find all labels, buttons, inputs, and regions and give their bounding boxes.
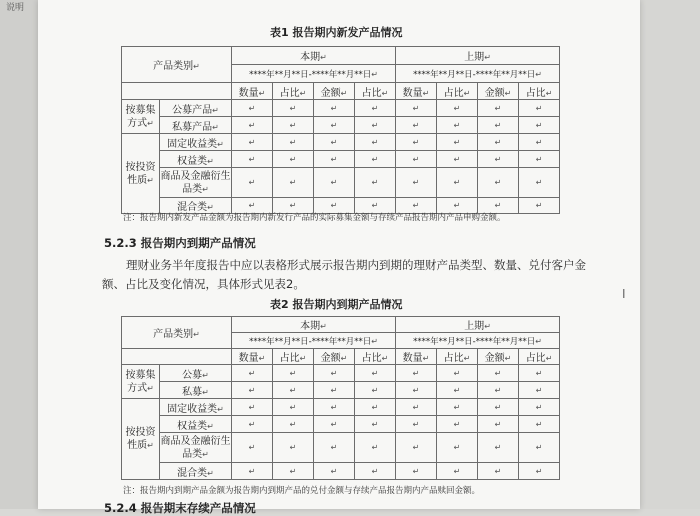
paragraph-mark-icon: ↵ bbox=[248, 443, 256, 452]
table-row bbox=[122, 433, 560, 463]
paragraph-mark-icon: ↵ bbox=[289, 120, 297, 130]
table2-col-header: 占比↵ bbox=[437, 349, 478, 365]
paragraph-mark-icon: ↵ bbox=[289, 466, 297, 476]
paragraph-mark-icon: ↵ bbox=[494, 368, 502, 378]
table-cell[interactable] bbox=[355, 117, 396, 134]
table-cell[interactable] bbox=[232, 168, 273, 198]
table-cell[interactable] bbox=[478, 463, 519, 480]
paragraph-mark-icon: ↵ bbox=[371, 137, 379, 147]
paragraph-mark-icon: ↵ bbox=[248, 466, 256, 476]
table1-header-previous: 上期↵ bbox=[396, 47, 560, 65]
table-cell[interactable] bbox=[314, 365, 355, 382]
desk-background-right bbox=[640, 0, 700, 509]
table2-group-investment: 按投资性质↵ bbox=[122, 399, 160, 480]
table-cell[interactable] bbox=[355, 365, 396, 382]
paragraph-mark-icon: ↵ bbox=[248, 385, 256, 395]
table-cell[interactable] bbox=[478, 382, 519, 399]
paragraph-mark-icon: ↵ bbox=[330, 201, 338, 210]
table-cell[interactable] bbox=[355, 433, 396, 463]
table-cell[interactable] bbox=[232, 416, 273, 433]
table-cell[interactable] bbox=[437, 117, 478, 134]
table-cell[interactable] bbox=[314, 382, 355, 399]
table2-row-label: 公募↵ bbox=[160, 365, 232, 382]
paragraph-mark-icon: ↵ bbox=[248, 137, 256, 147]
table-cell[interactable] bbox=[396, 399, 437, 416]
table-cell[interactable] bbox=[314, 168, 355, 198]
table-cell[interactable] bbox=[519, 399, 560, 416]
paragraph-mark-icon: ↵ bbox=[330, 443, 338, 452]
table2-header-blank bbox=[122, 349, 232, 365]
table2-row-label: 固定收益类↵ bbox=[160, 399, 232, 416]
paragraph-mark-icon: ↵ bbox=[412, 466, 420, 476]
paragraph-mark-icon: ↵ bbox=[371, 120, 379, 130]
table-cell[interactable] bbox=[273, 134, 314, 151]
paragraph-mark-icon: ↵ bbox=[330, 368, 338, 378]
table2-group-raising: 按募集方式↵ bbox=[122, 365, 160, 399]
paragraph-mark-icon: ↵ bbox=[371, 402, 379, 412]
table2-col-header: 金额↵ bbox=[314, 349, 355, 365]
paragraph-mark-icon: ↵ bbox=[371, 368, 379, 378]
paragraph-mark-icon: ↵ bbox=[453, 419, 461, 429]
table-cell[interactable] bbox=[314, 463, 355, 480]
table-cell[interactable] bbox=[273, 382, 314, 399]
table1-col-header: 数量↵ bbox=[396, 83, 437, 100]
table-cell[interactable] bbox=[232, 382, 273, 399]
paragraph-mark-icon: ↵ bbox=[494, 419, 502, 429]
table-cell[interactable] bbox=[437, 416, 478, 433]
paragraph-mark-icon: ↵ bbox=[289, 368, 297, 378]
table-cell[interactable] bbox=[232, 399, 273, 416]
table-cell[interactable] bbox=[232, 365, 273, 382]
paragraph-mark-icon: ↵ bbox=[248, 368, 256, 378]
body-paragraph: 理财业务半年度报告中应以表格形式展示报告期内到期的理财产品类型、数量、兑付客户金额、占比及变化情况，具体形式见表2。 bbox=[102, 258, 586, 291]
paragraph-mark-icon: ↵ bbox=[289, 103, 297, 113]
table-row bbox=[122, 100, 560, 117]
paragraph-mark-icon: ↵ bbox=[412, 402, 420, 412]
table2-note: 注：报告期内到期产品金额为报告期内到期产品的兑付金额与存续产品报告期内产品赎回金额。 bbox=[123, 486, 481, 496]
table-cell[interactable] bbox=[437, 382, 478, 399]
table-cell[interactable] bbox=[437, 433, 478, 463]
table-cell[interactable] bbox=[396, 134, 437, 151]
table-cell[interactable] bbox=[396, 365, 437, 382]
table-cell[interactable] bbox=[396, 382, 437, 399]
paragraph-mark-icon: ↵ bbox=[535, 368, 543, 378]
table2-col-header: 数量↵ bbox=[232, 349, 273, 365]
table-cell[interactable] bbox=[314, 433, 355, 463]
paragraph-mark-icon: ↵ bbox=[248, 120, 256, 130]
table-cell[interactable] bbox=[478, 365, 519, 382]
table-cell[interactable] bbox=[273, 168, 314, 198]
table-cell[interactable] bbox=[314, 399, 355, 416]
paragraph-mark-icon: ↵ bbox=[330, 103, 338, 113]
table-cell[interactable] bbox=[273, 463, 314, 480]
section-heading-5-2-4: 5.2.4 报告期末存续产品情况 bbox=[104, 501, 256, 515]
paragraph-mark-icon: ↵ bbox=[412, 201, 420, 210]
paragraph-mark-icon: ↵ bbox=[453, 466, 461, 476]
paragraph-mark-icon: ↵ bbox=[494, 443, 502, 452]
table-cell[interactable] bbox=[396, 151, 437, 168]
table-cell[interactable] bbox=[232, 151, 273, 168]
paragraph-mark-icon: ↵ bbox=[535, 402, 543, 412]
paragraph-mark-icon: ↵ bbox=[248, 402, 256, 412]
table-cell[interactable] bbox=[519, 117, 560, 134]
table2-col-header: 数量↵ bbox=[396, 349, 437, 365]
table-cell[interactable] bbox=[478, 399, 519, 416]
paragraph-mark-icon: ↵ bbox=[289, 385, 297, 395]
paragraph-mark-icon: ↵ bbox=[371, 201, 379, 210]
paragraph-mark-icon: ↵ bbox=[535, 137, 543, 147]
table-cell[interactable] bbox=[478, 168, 519, 198]
table-cell[interactable] bbox=[355, 134, 396, 151]
table1-col-header: 占比↵ bbox=[437, 83, 478, 100]
table-cell[interactable] bbox=[519, 198, 560, 214]
table-row bbox=[122, 463, 560, 480]
table-cell[interactable] bbox=[273, 365, 314, 382]
table-cell[interactable] bbox=[519, 168, 560, 198]
paragraph-mark-icon: ↵ bbox=[371, 385, 379, 395]
table-row bbox=[122, 151, 560, 168]
paragraph-mark-icon: ↵ bbox=[330, 178, 338, 187]
table-cell[interactable] bbox=[355, 416, 396, 433]
paragraph-mark-icon: ↵ bbox=[453, 368, 461, 378]
table2-row-label: 私募↵ bbox=[160, 382, 232, 399]
paragraph-mark-icon: ↵ bbox=[371, 103, 379, 113]
paragraph-mark-icon: ↵ bbox=[412, 154, 420, 164]
table-cell[interactable] bbox=[273, 100, 314, 117]
paragraph-mark-icon: ↵ bbox=[412, 120, 420, 130]
table-cell[interactable] bbox=[437, 134, 478, 151]
paragraph-mark-icon: ↵ bbox=[371, 178, 379, 187]
paragraph-mark-icon: ↵ bbox=[289, 178, 297, 187]
table1-date-range-current: ****年**月**日-****年**月**日↵ bbox=[232, 65, 396, 83]
paragraph-mark-icon: ↵ bbox=[289, 419, 297, 429]
paragraph-mark-icon: ↵ bbox=[535, 120, 543, 130]
table-cell[interactable] bbox=[478, 416, 519, 433]
table2-col-header: 占比↵ bbox=[355, 349, 396, 365]
table-cell[interactable] bbox=[232, 100, 273, 117]
paragraph-mark-icon: ↵ bbox=[535, 201, 543, 210]
paragraph-mark-icon: ↵ bbox=[330, 419, 338, 429]
table-cell[interactable] bbox=[437, 365, 478, 382]
paragraph-mark-icon: ↵ bbox=[453, 120, 461, 130]
table2-row-label: 商品及金融衍生品类↵ bbox=[160, 433, 232, 463]
paragraph-mark-icon: ↵ bbox=[412, 443, 420, 452]
paragraph-mark-icon: ↵ bbox=[453, 201, 461, 210]
table-cell[interactable] bbox=[519, 463, 560, 480]
paragraph-mark-icon: ↵ bbox=[412, 178, 420, 187]
table-cell[interactable] bbox=[478, 100, 519, 117]
paragraph-mark-icon: ↵ bbox=[412, 385, 420, 395]
paragraph-mark-icon: ↵ bbox=[412, 419, 420, 429]
table-cell[interactable] bbox=[519, 134, 560, 151]
table1-column-headers bbox=[122, 83, 560, 100]
table-cell[interactable] bbox=[519, 100, 560, 117]
table2-col-header: 占比↵ bbox=[273, 349, 314, 365]
paragraph-mark-icon: ↵ bbox=[535, 178, 543, 187]
paragraph-mark-icon: ↵ bbox=[330, 385, 338, 395]
table2-date-range-previous: ****年**月**日-****年**月**日↵ bbox=[396, 333, 560, 349]
paragraph-mark-icon: ↵ bbox=[494, 120, 502, 130]
table-row bbox=[122, 382, 560, 399]
table-cell[interactable] bbox=[355, 399, 396, 416]
paragraph-mark-icon: ↵ bbox=[494, 154, 502, 164]
table1-col-header: 数量↵ bbox=[232, 83, 273, 100]
table1-row-label: 私募产品↵ bbox=[160, 117, 232, 134]
paragraph-mark-icon: ↵ bbox=[330, 137, 338, 147]
table-cell[interactable] bbox=[232, 117, 273, 134]
table-cell[interactable] bbox=[437, 399, 478, 416]
table-row bbox=[122, 168, 560, 198]
table-cell[interactable] bbox=[478, 117, 519, 134]
top-fragment: 说明 bbox=[6, 3, 25, 13]
paragraph-mark-icon: ↵ bbox=[453, 103, 461, 113]
table1-date-range-previous: ****年**月**日-****年**月**日↵ bbox=[396, 65, 560, 83]
table1-group-raising: 按募集方式↵ bbox=[122, 100, 160, 134]
table2-row-label: 权益类↵ bbox=[160, 416, 232, 433]
paragraph-mark-icon: ↵ bbox=[535, 385, 543, 395]
table1-header-blank bbox=[122, 83, 232, 100]
table-row bbox=[122, 134, 560, 151]
paragraph-mark-icon: ↵ bbox=[371, 443, 379, 452]
table1-col-header: 占比↵ bbox=[519, 83, 560, 100]
paragraph-mark-icon: ↵ bbox=[248, 419, 256, 429]
table1-caption: 表1 报告期内新发产品情况 bbox=[270, 26, 403, 39]
table1-group-investment: 按投资性质↵ bbox=[122, 134, 160, 214]
table-cell[interactable] bbox=[519, 416, 560, 433]
table-cell[interactable] bbox=[437, 100, 478, 117]
table-cell[interactable] bbox=[519, 382, 560, 399]
table1-col-header: 占比↵ bbox=[355, 83, 396, 100]
table-cell[interactable] bbox=[273, 433, 314, 463]
table2 bbox=[121, 316, 560, 480]
paragraph-mark-icon: ↵ bbox=[535, 466, 543, 476]
table-cell[interactable] bbox=[396, 117, 437, 134]
table1-header-category: 产品类别↵ bbox=[122, 47, 232, 83]
paragraph-mark-icon: ↵ bbox=[453, 385, 461, 395]
table-cell[interactable] bbox=[355, 168, 396, 198]
table-cell[interactable] bbox=[355, 382, 396, 399]
paragraph-mark-icon: ↵ bbox=[289, 201, 297, 210]
paragraph-mark-icon: ↵ bbox=[371, 466, 379, 476]
paragraph-mark-icon: ↵ bbox=[248, 178, 256, 187]
paragraph-mark-icon: ↵ bbox=[494, 201, 502, 210]
paragraph-mark-icon: ↵ bbox=[453, 154, 461, 164]
table2-caption: 表2 报告期内到期产品情况 bbox=[270, 298, 403, 311]
table-cell[interactable] bbox=[437, 151, 478, 168]
table1-row-label: 固定收益类↵ bbox=[160, 134, 232, 151]
table-cell[interactable] bbox=[478, 134, 519, 151]
table1-row-label: 权益类↵ bbox=[160, 151, 232, 168]
table-cell[interactable] bbox=[519, 433, 560, 463]
paragraph-mark-icon: ↵ bbox=[330, 154, 338, 164]
table2-header-previous: 上期↵ bbox=[396, 317, 560, 333]
table2-col-header: 金额↵ bbox=[478, 349, 519, 365]
table-cell[interactable] bbox=[232, 433, 273, 463]
table-row bbox=[122, 117, 560, 134]
paragraph-mark-icon: ↵ bbox=[412, 137, 420, 147]
paragraph-mark-icon: ↵ bbox=[289, 443, 297, 452]
table-cell[interactable] bbox=[396, 416, 437, 433]
section-heading-5-2-3: 5.2.3 报告期内到期产品情况 bbox=[104, 236, 256, 250]
paragraph-mark-icon: ↵ bbox=[494, 137, 502, 147]
desk-background-left bbox=[0, 0, 38, 509]
paragraph-mark-icon: ↵ bbox=[330, 402, 338, 412]
table1-col-header: 占比↵ bbox=[273, 83, 314, 100]
table1-row-label: 商品及金融衍生品类↵ bbox=[160, 168, 232, 198]
table-row bbox=[122, 416, 560, 433]
table-cell[interactable] bbox=[232, 463, 273, 480]
paragraph-mark-icon: ↵ bbox=[248, 103, 256, 113]
table1-col-header: 金额↵ bbox=[478, 83, 519, 100]
paragraph-mark-icon: ↵ bbox=[248, 201, 256, 210]
paragraph-mark-icon: ↵ bbox=[330, 466, 338, 476]
paragraph-mark-icon: ↵ bbox=[371, 419, 379, 429]
table-cell[interactable] bbox=[478, 151, 519, 168]
paragraph-mark-icon: ↵ bbox=[453, 137, 461, 147]
paragraph-mark-icon: ↵ bbox=[412, 368, 420, 378]
table-row bbox=[122, 399, 560, 416]
table-cell[interactable] bbox=[273, 151, 314, 168]
table-cell[interactable] bbox=[273, 399, 314, 416]
paragraph-mark-icon: ↵ bbox=[494, 466, 502, 476]
table1-row-label: 公募产品↵ bbox=[160, 100, 232, 117]
table-cell[interactable] bbox=[396, 433, 437, 463]
table-cell[interactable] bbox=[396, 100, 437, 117]
paragraph-mark-icon: ↵ bbox=[535, 154, 543, 164]
table2-date-range-current: ****年**月**日-****年**月**日↵ bbox=[232, 333, 396, 349]
paragraph-mark-icon: ↵ bbox=[248, 154, 256, 164]
paragraph-mark-icon: ↵ bbox=[494, 178, 502, 187]
table-cell[interactable] bbox=[437, 463, 478, 480]
table-cell[interactable] bbox=[314, 134, 355, 151]
paragraph-mark-icon: ↵ bbox=[494, 103, 502, 113]
paragraph-mark-icon: ↵ bbox=[371, 154, 379, 164]
paragraph-mark-icon: ↵ bbox=[535, 419, 543, 429]
table1-header-current: 本期↵ bbox=[232, 47, 396, 65]
table-cell[interactable] bbox=[519, 365, 560, 382]
paragraph-mark-icon: ↵ bbox=[494, 402, 502, 412]
table-cell[interactable] bbox=[314, 117, 355, 134]
table2-header-category: 产品类别↵ bbox=[122, 317, 232, 349]
table-cell[interactable] bbox=[355, 151, 396, 168]
table1-note: 注：报告期内新发产品金额为报告期内新发行产品的实际募集金额与存续产品报告期内产品申购金额。 bbox=[123, 213, 506, 223]
paragraph-mark-icon: ↵ bbox=[453, 178, 461, 187]
table2-row-label: 混合类↵ bbox=[160, 463, 232, 480]
paragraph-mark-icon: ↵ bbox=[535, 443, 543, 452]
table-cell[interactable] bbox=[314, 151, 355, 168]
table-cell[interactable] bbox=[314, 100, 355, 117]
table-cell[interactable] bbox=[273, 117, 314, 134]
table-cell[interactable] bbox=[273, 416, 314, 433]
table-cell[interactable] bbox=[314, 416, 355, 433]
document-page[interactable] bbox=[6, 0, 640, 515]
table-cell[interactable] bbox=[519, 151, 560, 168]
table2-header-current: 本期↵ bbox=[232, 317, 396, 333]
table-cell[interactable] bbox=[478, 433, 519, 463]
paragraph-mark-icon: ↵ bbox=[330, 120, 338, 130]
paragraph-mark-icon: ↵ bbox=[289, 402, 297, 412]
table-cell[interactable] bbox=[437, 168, 478, 198]
paragraph-mark-icon: ↵ bbox=[289, 137, 297, 147]
table-cell[interactable] bbox=[232, 134, 273, 151]
paragraph-mark-icon: ↵ bbox=[453, 402, 461, 412]
table-cell[interactable] bbox=[396, 168, 437, 198]
table1 bbox=[121, 46, 560, 214]
table-cell[interactable] bbox=[355, 100, 396, 117]
table-cell[interactable] bbox=[355, 463, 396, 480]
table1-col-header: 金额↵ bbox=[314, 83, 355, 100]
table-row bbox=[122, 365, 560, 382]
text-cursor-icon: I bbox=[622, 287, 626, 301]
paragraph-mark-icon: ↵ bbox=[289, 154, 297, 164]
paragraph-mark-icon: ↵ bbox=[412, 103, 420, 113]
paragraph-mark-icon: ↵ bbox=[535, 103, 543, 113]
table1-row-label: 混合类↵ bbox=[160, 198, 232, 214]
table2-column-headers bbox=[122, 349, 560, 365]
paragraph-mark-icon: ↵ bbox=[453, 443, 461, 452]
paragraph-mark-icon: ↵ bbox=[494, 385, 502, 395]
table-cell[interactable] bbox=[396, 463, 437, 480]
table2-col-header: 占比↵ bbox=[519, 349, 560, 365]
